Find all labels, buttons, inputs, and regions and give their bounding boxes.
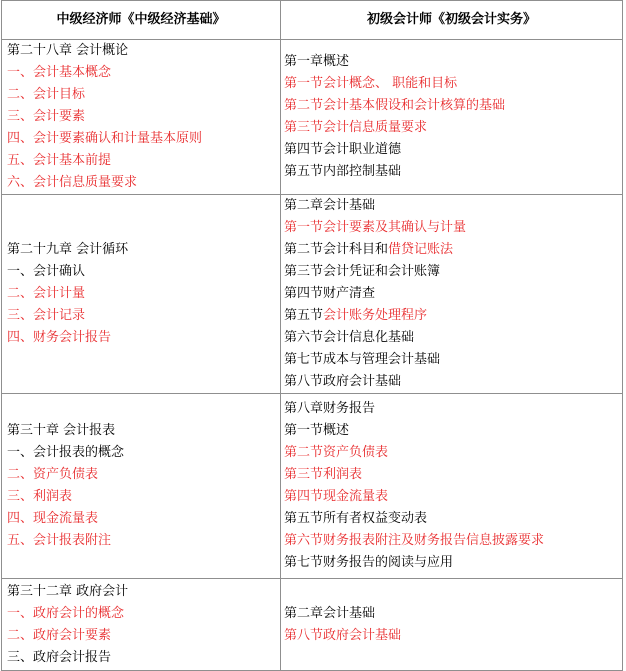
right-line xyxy=(284,305,618,327)
right-line xyxy=(284,486,618,508)
right-line xyxy=(284,73,618,95)
right-line xyxy=(284,625,618,647)
right-line xyxy=(284,420,618,442)
right-cell xyxy=(281,40,623,195)
left-line: 一、政府会计的概念 xyxy=(7,605,125,621)
right-line-part: 第六节财务报表附注及财务报告信息披露要求 xyxy=(284,533,545,548)
right-line xyxy=(284,530,618,552)
left-line: 第二十九章 会计循环 xyxy=(7,242,129,257)
right-line-part: 第五节内部控制基础 xyxy=(284,164,402,179)
table-row xyxy=(2,394,623,579)
right-line-part: 第四节会计职业道德 xyxy=(284,142,402,157)
right-line-part: 第二节会计基本假设和会计核算的基础 xyxy=(284,98,506,113)
right-line xyxy=(284,442,618,464)
right-line-part: 第八章财务报告 xyxy=(284,401,376,416)
left-line: 二、会计计量 xyxy=(7,286,86,301)
left-line: 二、政府会计要素 xyxy=(7,627,112,643)
right-line-part: 借贷记账法 xyxy=(388,242,454,257)
right-line xyxy=(284,161,618,183)
right-line xyxy=(284,117,618,139)
right-line-part: 第八节政府会计基础 xyxy=(284,374,402,389)
right-cell xyxy=(281,394,623,579)
left-line: 二、资产负债表 xyxy=(7,467,99,482)
right-line xyxy=(284,464,618,486)
right-line-part: 第五节所有者权益变动表 xyxy=(284,511,428,526)
right-line xyxy=(284,261,618,283)
left-line: 三、会计记录 xyxy=(7,308,86,323)
right-line-part: 第二节资产负债表 xyxy=(284,445,389,460)
table-header-row xyxy=(2,1,623,40)
left-cell xyxy=(2,195,281,394)
right-line-part: 第七节成本与管理会计基础 xyxy=(284,352,441,367)
table-body xyxy=(2,40,623,671)
table-row xyxy=(2,40,623,195)
right-line-part: 第四节财产清查 xyxy=(284,286,376,301)
right-line-part: 会计账务处理程序 xyxy=(323,308,428,323)
right-line xyxy=(284,349,618,371)
right-line xyxy=(284,508,618,530)
right-line-part: 第五节 xyxy=(284,308,324,323)
table-row xyxy=(2,579,623,671)
right-line xyxy=(284,51,618,73)
left-line: 四、会计要素确认和计量基本原则 xyxy=(7,131,203,146)
left-line: 五、会计报表附注 xyxy=(7,533,112,548)
right-line-part: 第一节会计要素及其确认与计量 xyxy=(284,220,467,235)
right-cell xyxy=(281,579,623,671)
right-line-part: 第一章概述 xyxy=(284,54,350,69)
right-line xyxy=(284,603,618,625)
right-line xyxy=(284,95,618,117)
left-line: 一、会计基本概念 xyxy=(7,65,112,80)
header-left: 中级经济师《中级经济基础》 xyxy=(2,1,281,40)
right-line-part: 第一节会计概念、 职能和目标 xyxy=(284,76,458,91)
left-cell xyxy=(2,394,281,579)
right-line-part: 第二节会计科目和 xyxy=(284,242,389,257)
right-line-part: 第三节会计凭证和会计账簿 xyxy=(284,264,441,279)
left-line: 三、利润表 xyxy=(7,489,73,504)
left-line: 一、会计报表的概念 xyxy=(7,445,125,460)
left-line: 二、会计目标 xyxy=(7,87,86,102)
header-right: 初级会计师《初级会计实务》 xyxy=(281,1,623,40)
left-cell xyxy=(2,40,281,195)
right-line-part: 第二章会计基础 xyxy=(284,605,376,621)
right-line xyxy=(284,552,618,574)
left-line: 四、现金流量表 xyxy=(7,511,99,526)
right-line-part: 第三节会计信息质量要求 xyxy=(284,120,428,135)
right-line-part: 第七节财务报告的阅读与应用 xyxy=(284,555,454,570)
right-line xyxy=(284,217,618,239)
right-line-part: 第三节利润表 xyxy=(284,467,363,482)
left-line: 第三十二章 政府会计 xyxy=(7,583,129,599)
left-line: 第二十八章 会计概论 xyxy=(7,43,129,58)
comparison-table xyxy=(1,0,623,671)
right-line-part: 第六节会计信息化基础 xyxy=(284,330,415,345)
right-line xyxy=(284,283,618,305)
right-line xyxy=(284,195,618,217)
left-line: 六、会计信息质量要求 xyxy=(7,175,138,190)
left-line: 三、政府会计报告 xyxy=(7,649,112,665)
right-line xyxy=(284,327,618,349)
right-line-part: 第一节概述 xyxy=(284,423,350,438)
right-line-part: 第四节现金流量表 xyxy=(284,489,389,504)
left-line: 一、会计确认 xyxy=(7,264,86,279)
right-line xyxy=(284,239,618,261)
left-line: 第三十章 会计报表 xyxy=(7,423,116,438)
right-line-part: 第八节政府会计基础 xyxy=(284,627,402,643)
right-line xyxy=(284,371,618,393)
right-line xyxy=(284,139,618,161)
left-line: 三、会计要素 xyxy=(7,109,86,124)
right-line-part: 第二章会计基础 xyxy=(284,198,376,213)
right-line xyxy=(284,398,618,420)
left-cell xyxy=(2,579,281,671)
left-line: 四、财务会计报告 xyxy=(7,330,112,345)
table-row xyxy=(2,195,623,394)
right-cell xyxy=(281,195,623,394)
left-line: 五、会计基本前提 xyxy=(7,153,112,168)
